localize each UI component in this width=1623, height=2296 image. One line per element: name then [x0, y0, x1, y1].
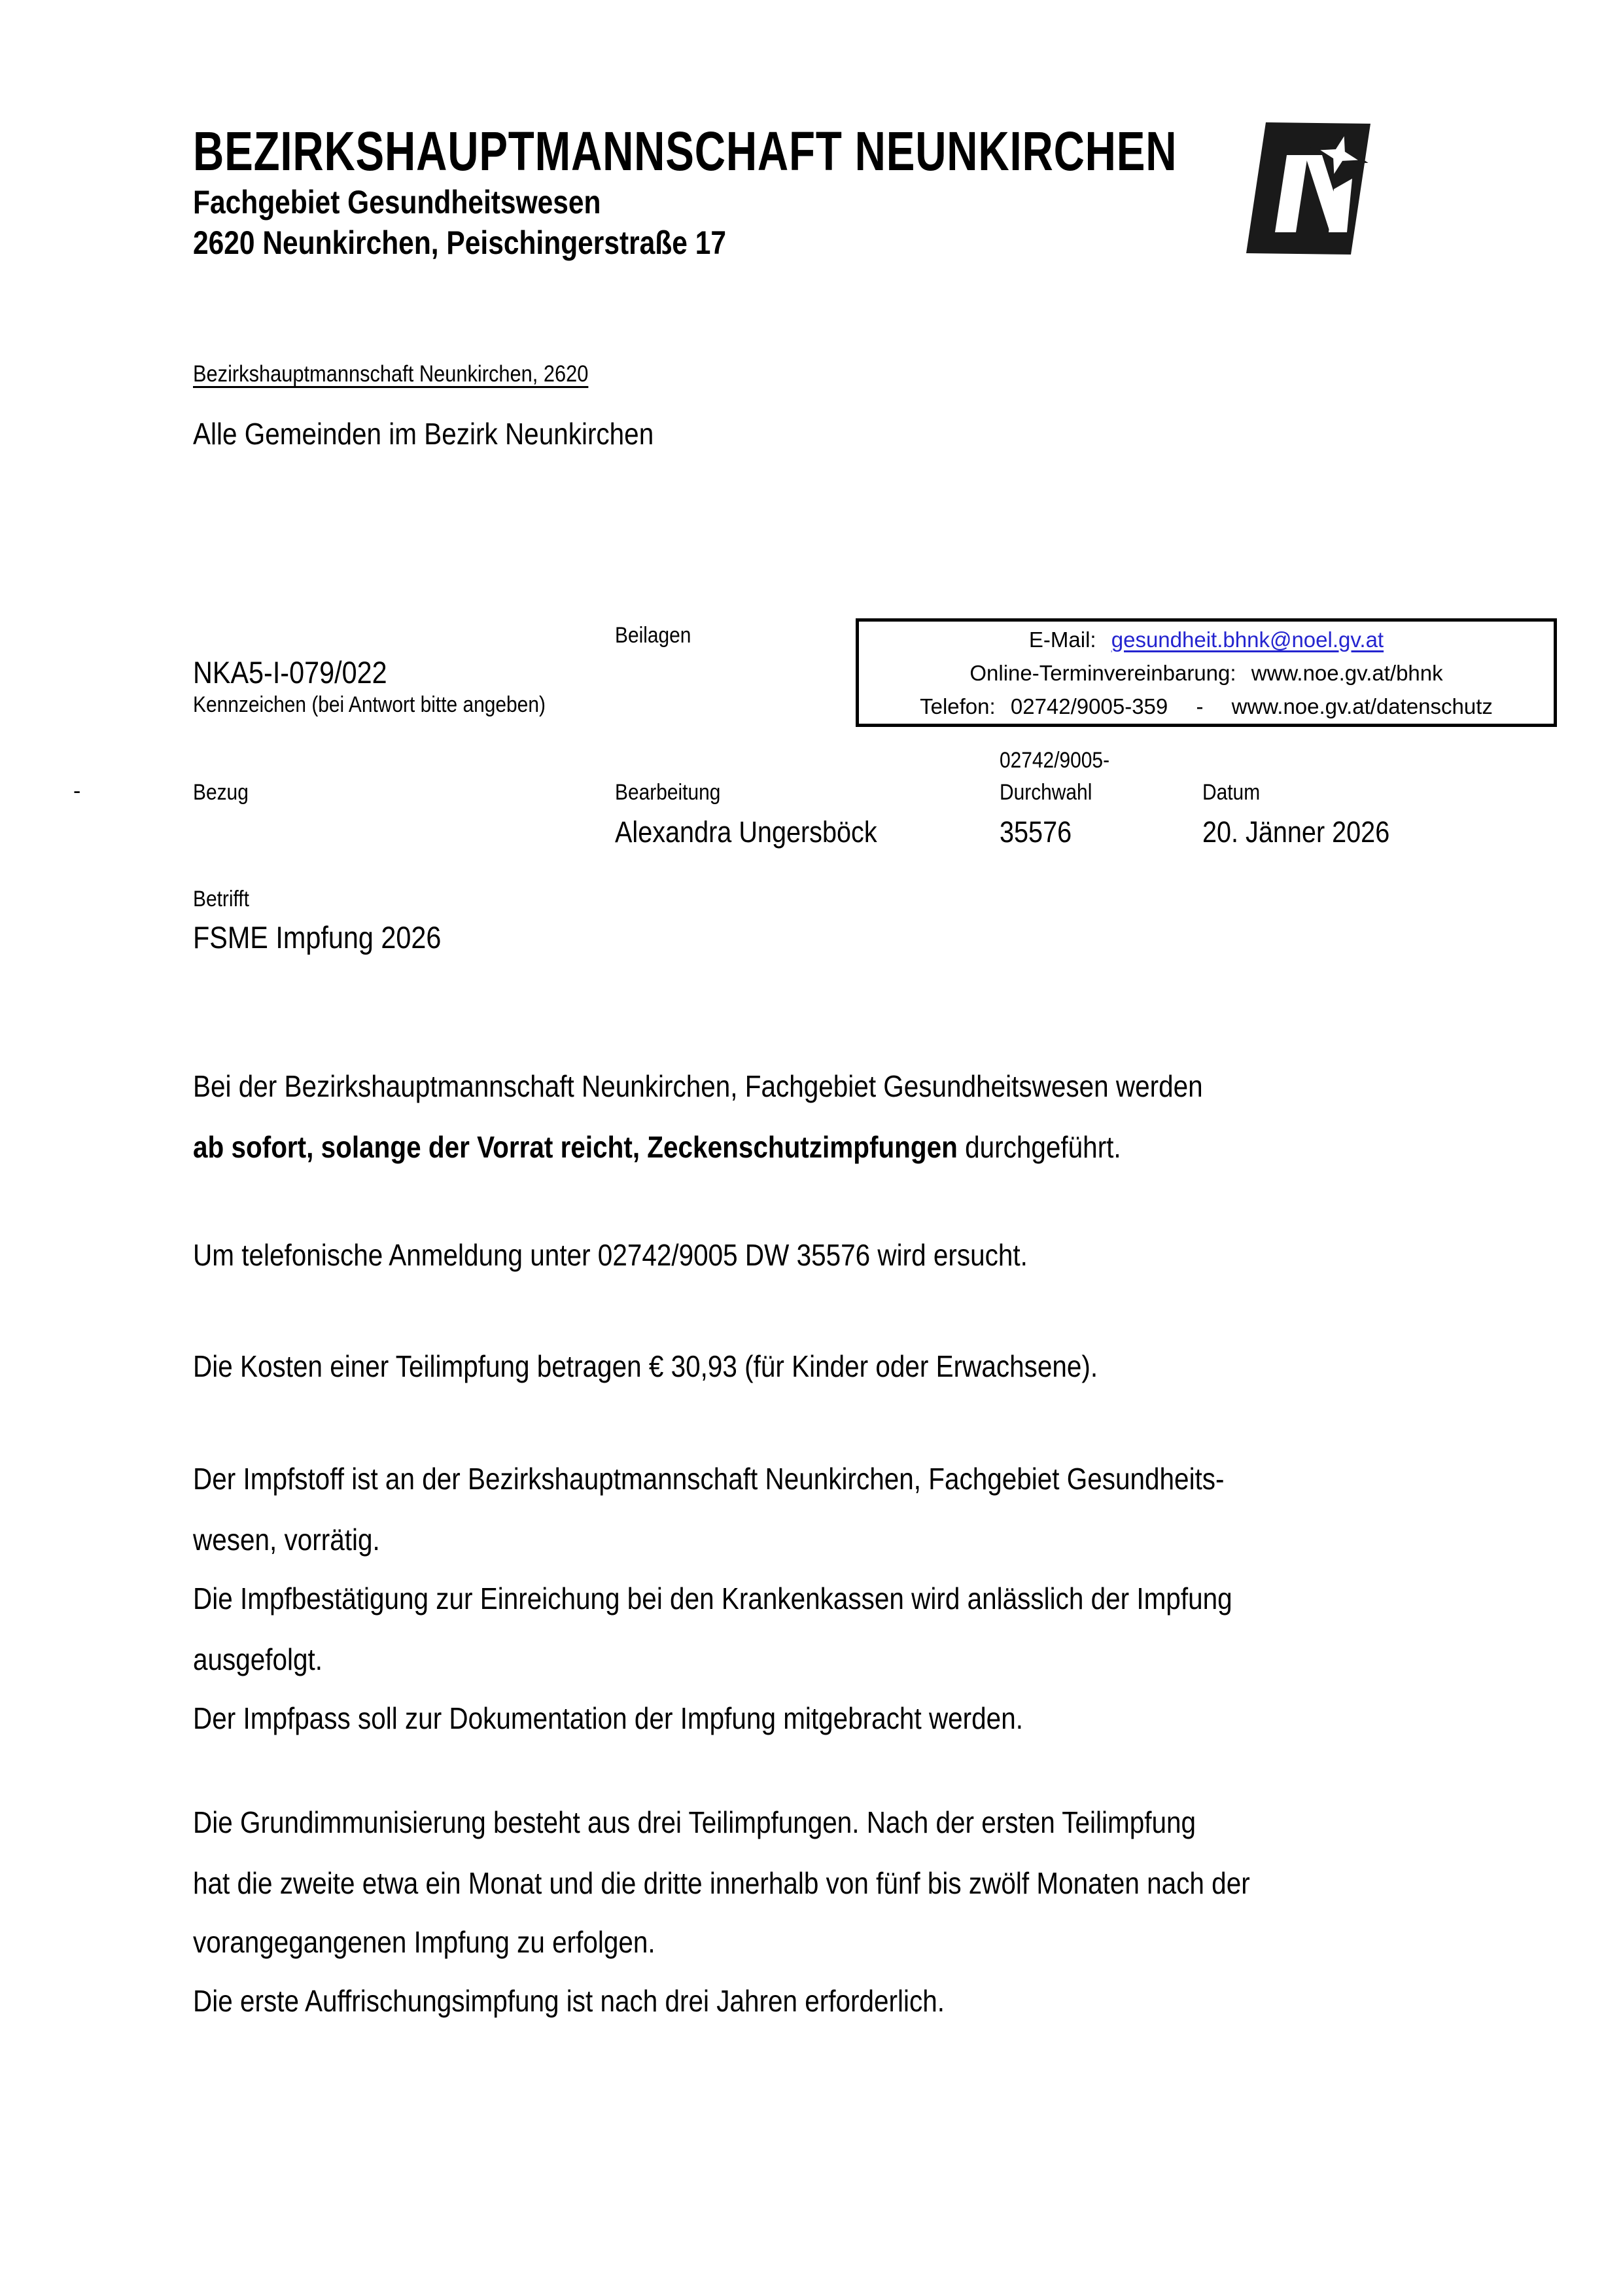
margin-dash: - [73, 779, 81, 804]
body-line: hat die zweite etwa ein Monat und die dritte innerhalb von fünf bis zwölf Monaten nach der [193, 1866, 1250, 1900]
letterhead-department: Fachgebiet Gesundheitswesen [193, 184, 601, 221]
phone-label: Telefon: [920, 694, 996, 718]
durchwahl-value: 35576 [1000, 815, 1072, 849]
body-line: Die Grundimmunisierung besteht aus drei Teilimpfungen. Nach der ersten Teilimpfung [193, 1805, 1196, 1839]
body-line: ausgefolgt. [193, 1642, 323, 1676]
letterhead-title: BEZIRKSHAUPTMANNSCHAFT NEUNKIRCHEN [193, 120, 1178, 182]
recipient-line: Alle Gemeinden im Bezirk Neunkirchen [193, 417, 654, 451]
contact-appointment-line [859, 656, 1554, 690]
phone-number: 02742/9005-359 [1010, 694, 1168, 718]
body-line [193, 1129, 1121, 1165]
body-line: Um telefonische Anmeldung unter 02742/9005 DW 35576 wird ersucht. [193, 1238, 1028, 1272]
appointment-url: www.noe.gv.at/bhnk [1251, 661, 1443, 685]
sender-return-line: Bezirkshauptmannschaft Neunkirchen, 2620 [193, 361, 589, 387]
beilagen-label: Beilagen [615, 623, 691, 648]
letterhead-address: 2620 Neunkirchen, Peischingerstraße 17 [193, 224, 726, 261]
betrifft-label: Betrifft [193, 887, 249, 911]
bearbeitung-label: Bearbeitung [615, 780, 721, 805]
body-text-segment: durchgeführt. [957, 1130, 1121, 1164]
separator-dash: - [1196, 694, 1204, 718]
privacy-url: www.noe.gv.at/datenschutz [1231, 694, 1493, 718]
bezug-label: Bezug [193, 780, 249, 805]
bearbeitung-value: Alexandra Ungersböck [615, 815, 877, 849]
body-line: Der Impfstoff ist an der Bezirkshauptmannschaft Neunkirchen, Fachgebiet Gesundheits- [193, 1462, 1225, 1496]
email-link[interactable]: gesundheit.bhnk@noel.gv.at [1111, 627, 1384, 652]
body-line: vorangegangenen Impfung zu erfolgen. [193, 1925, 655, 1959]
contact-email-line [859, 623, 1554, 656]
body-line: Der Impfpass soll zur Dokumentation der Impfung mitgebracht werden. [193, 1701, 1023, 1735]
body-line: Die Kosten einer Teilimpfung betragen € 30,93 (für Kinder oder Erwachsene). [193, 1349, 1098, 1383]
durchwahl-label: Durchwahl [1000, 780, 1092, 805]
durchwahl-prefix: 02742/9005- [1000, 748, 1110, 773]
contact-info-box [856, 618, 1557, 727]
betrifft-value: FSME Impfung 2026 [193, 920, 442, 955]
body-line: wesen, vorrätig. [193, 1523, 380, 1557]
logo-parallelogram [1246, 122, 1370, 255]
body-line: Die Impfbestätigung zur Einreichung bei den Krankenkassen wird anlässlich der Impfung [193, 1581, 1232, 1616]
appointment-label: Online-Terminvereinbarung: [969, 661, 1236, 685]
email-label: E-Mail: [1028, 627, 1096, 652]
body-line: Bei der Bezirkshauptmannschaft Neunkirchen, Fachgebiet Gesundheitswesen werden [193, 1069, 1203, 1103]
datum-value: 20. Jänner 2026 [1202, 815, 1390, 849]
body-line: Die erste Auffrischungsimpfung ist nach drei Jahren erforderlich. [193, 1984, 945, 2018]
kennzeichen-value: NKA5-I-079/022 [193, 655, 387, 690]
datum-label: Datum [1202, 780, 1261, 805]
kennzeichen-label: Kennzeichen (bei Antwort bitte angeben) [193, 692, 546, 717]
body-bold-segment: ab sofort, solange der Vorrat reicht, Zeckenschutzimpfungen [193, 1130, 958, 1164]
niederoesterreich-n-logo [1246, 121, 1372, 256]
contact-phone-line [859, 690, 1554, 723]
